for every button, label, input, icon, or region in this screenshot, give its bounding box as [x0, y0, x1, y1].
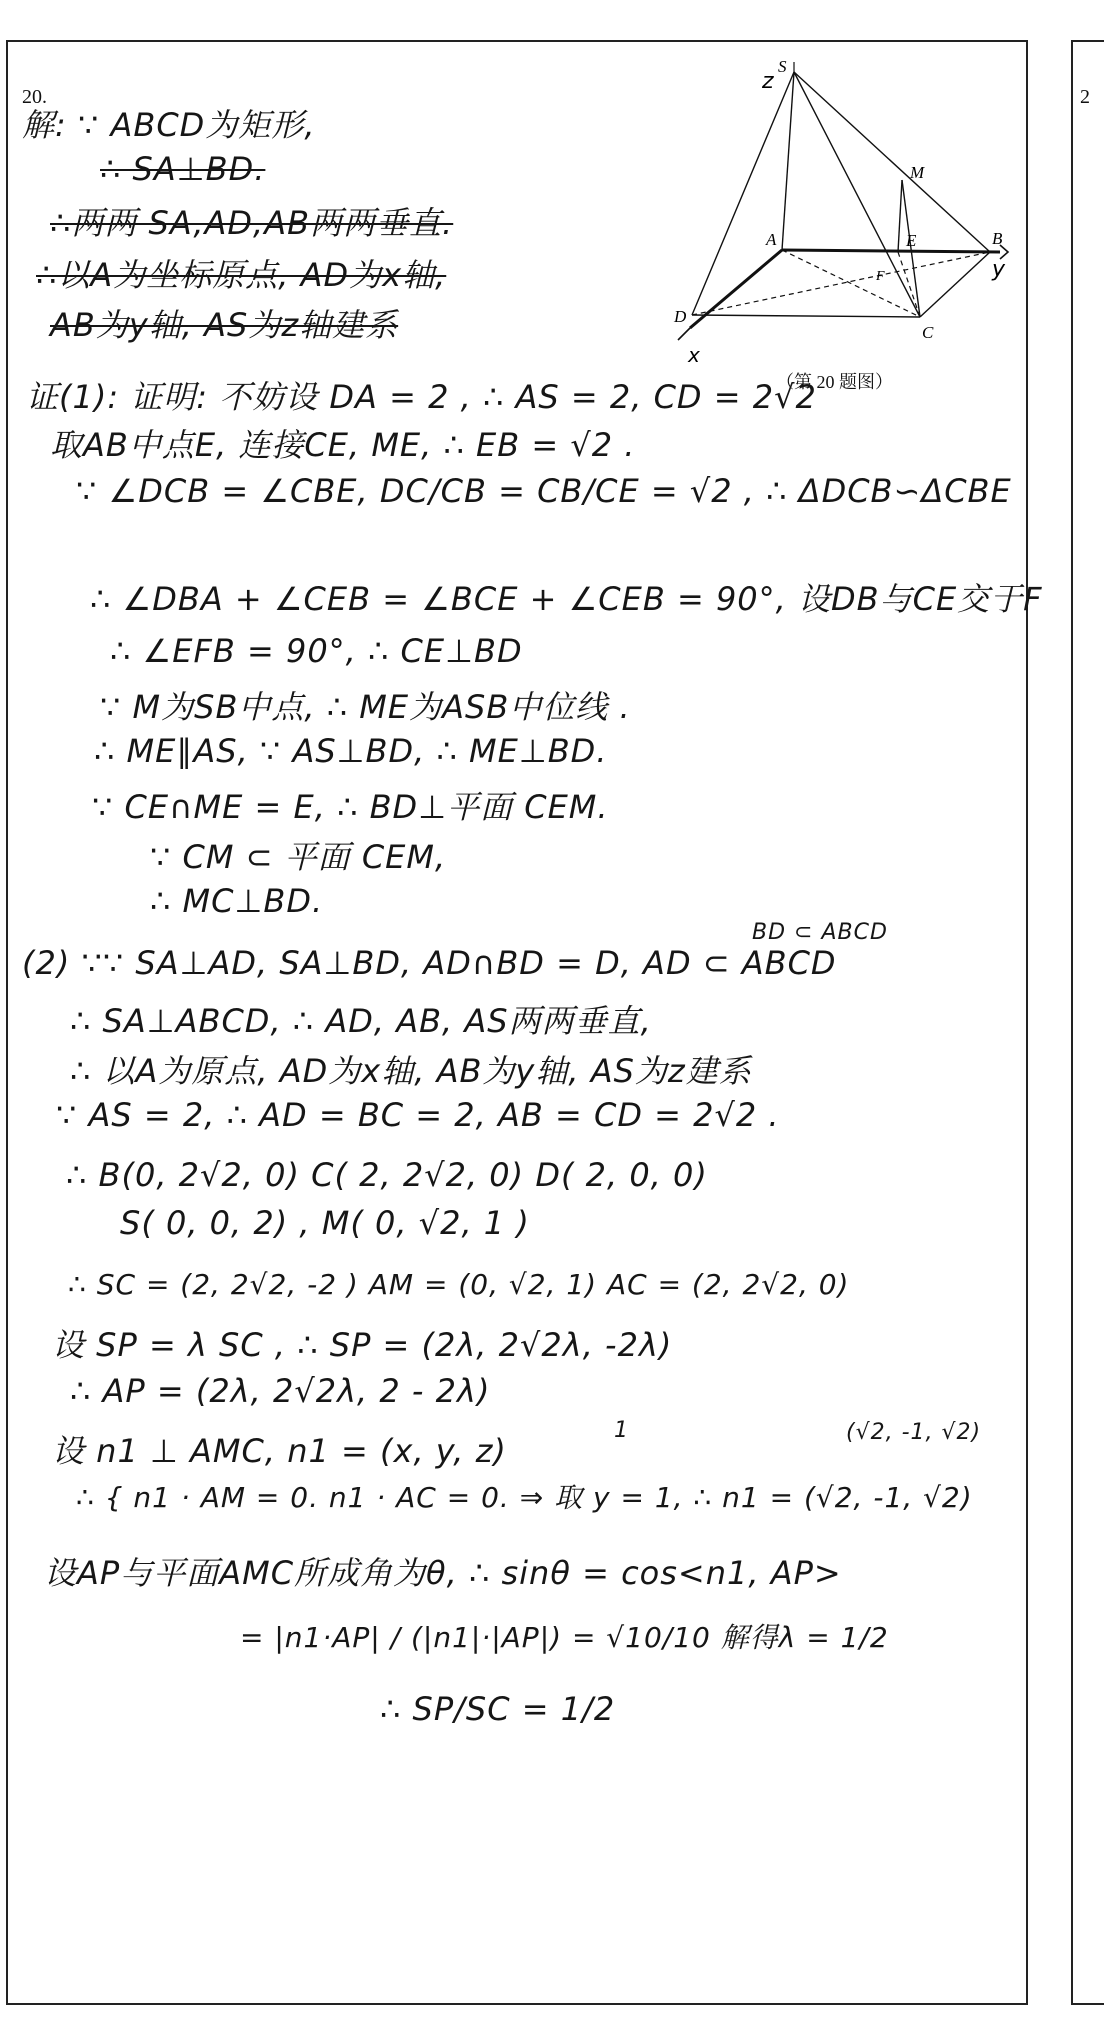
- solution-line: ∴ 以A为原点, AD为x轴, AB为y轴, AS为z建系: [70, 1052, 752, 1090]
- solution-line: ∴ ∠DBA + ∠CEB = ∠BCE + ∠CEB = 90°, 设DB与CE交于F: [90, 580, 1043, 618]
- solution-note: 1: [614, 1418, 629, 1443]
- solution-line: ∴两两 SA,AD,AB两两垂直.: [50, 204, 454, 242]
- pyramid-diagram: [670, 60, 1020, 400]
- solution-line: ∴以A为坐标原点, AD为x轴,: [36, 256, 447, 294]
- solution-line: 取AB中点E, 连接CE, ME, ∴ EB = √2 .: [50, 426, 636, 464]
- solution-line: ∵ AS = 2, ∴ AD = BC = 2, AB = CD = 2√2 .: [56, 1096, 780, 1134]
- solution-line: ∴ ∠EFB = 90°, ∴ CE⊥BD: [110, 632, 523, 670]
- solution-line: ∴ SA⊥ABCD, ∴ AD, AB, AS两两垂直,: [70, 1002, 652, 1040]
- label-E: E: [906, 231, 917, 250]
- label-x: x: [688, 343, 700, 367]
- solution-line: (2) ∵∵ SA⊥AD, SA⊥BD, AD∩BD = D, AD ⊂ ABCD: [22, 944, 837, 982]
- label-M: M: [910, 163, 925, 182]
- label-F: F: [876, 269, 885, 284]
- label-z: z: [762, 69, 774, 94]
- solution-line: ∵ M为SB中点, ∴ ME为ASB中位线 .: [100, 688, 631, 726]
- next-question-number: 2: [1080, 86, 1090, 108]
- next-answer-frame: [1071, 40, 1104, 2005]
- solution-line: 解: ∵ ABCD为矩形,: [22, 106, 316, 144]
- solution-line: 设 SP = λ SC , ∴ SP = (2λ, 2√2λ, -2λ): [52, 1326, 673, 1364]
- solution-line: ∴ AP = (2λ, 2√2λ, 2 - 2λ): [70, 1372, 491, 1410]
- solution-line: ∴ SC = (2, 2√2, -2 ) AM = (0, √2, 1) AC = (2, 2√2, 0): [68, 1268, 850, 1301]
- label-S: S: [778, 60, 787, 76]
- solution-line: ∵ ∠DCB = ∠CBE, DC/CB = CB/CE = √2 , ∴ ΔDCB∽ΔCBE: [76, 472, 1012, 510]
- solution-line: 设AP与平面AMC所成角为θ, ∴ sinθ = cos<n1, AP>: [44, 1554, 842, 1592]
- solution-line: ∴ SA⊥BD.: [100, 150, 266, 188]
- solution-line: = |n1·AP| / (|n1|·|AP|) = √10/10 解得λ = 1/2: [240, 1621, 889, 1654]
- solution-line: ∴ MC⊥BD.: [150, 882, 324, 920]
- solution-line: AB为y轴, AS为z轴建系: [50, 306, 399, 344]
- solution-note: BD ⊂ ABCD: [752, 920, 888, 945]
- solution-line: ∴ SP/SC = 1/2: [380, 1690, 616, 1728]
- figure-caption: （第 20 题图）: [776, 372, 893, 392]
- solution-line: ∵ CE∩ME = E, ∴ BD⊥平面 CEM.: [92, 788, 609, 826]
- label-y: y: [992, 257, 1006, 282]
- pyramid-figure: [670, 60, 1020, 400]
- solution-line: S( 0, 0, 2) , M( 0, √2, 1 ): [120, 1204, 530, 1242]
- solution-line: ∴ ME∥AS, ∵ AS⊥BD, ∴ ME⊥BD.: [94, 732, 608, 770]
- label-D: D: [674, 307, 687, 326]
- solution-line: ∴ B(0, 2√2, 0) C( 2, 2√2, 0) D( 2, 0, 0): [66, 1156, 708, 1194]
- label-C: C: [922, 323, 934, 342]
- label-B: B: [992, 229, 1003, 248]
- solution-line: 证(1): 证明: 不妨设 DA = 2 , ∴ AS = 2, CD = 2√2: [26, 378, 817, 416]
- solution-line: 设 n1 ⊥ AMC, n1 = (x, y, z): [52, 1432, 507, 1470]
- label-A: A: [766, 230, 777, 249]
- solution-line: ∵ CM ⊂ 平面 CEM,: [150, 838, 447, 876]
- question-number: 20.: [22, 86, 47, 108]
- solution-line: ∴ { n1 · AM = 0. n1 · AC = 0. ⇒ 取 y = 1, ∴ n1 = (√2, -1, √2): [76, 1481, 973, 1514]
- solution-note: (√2, -1, √2): [846, 1420, 982, 1445]
